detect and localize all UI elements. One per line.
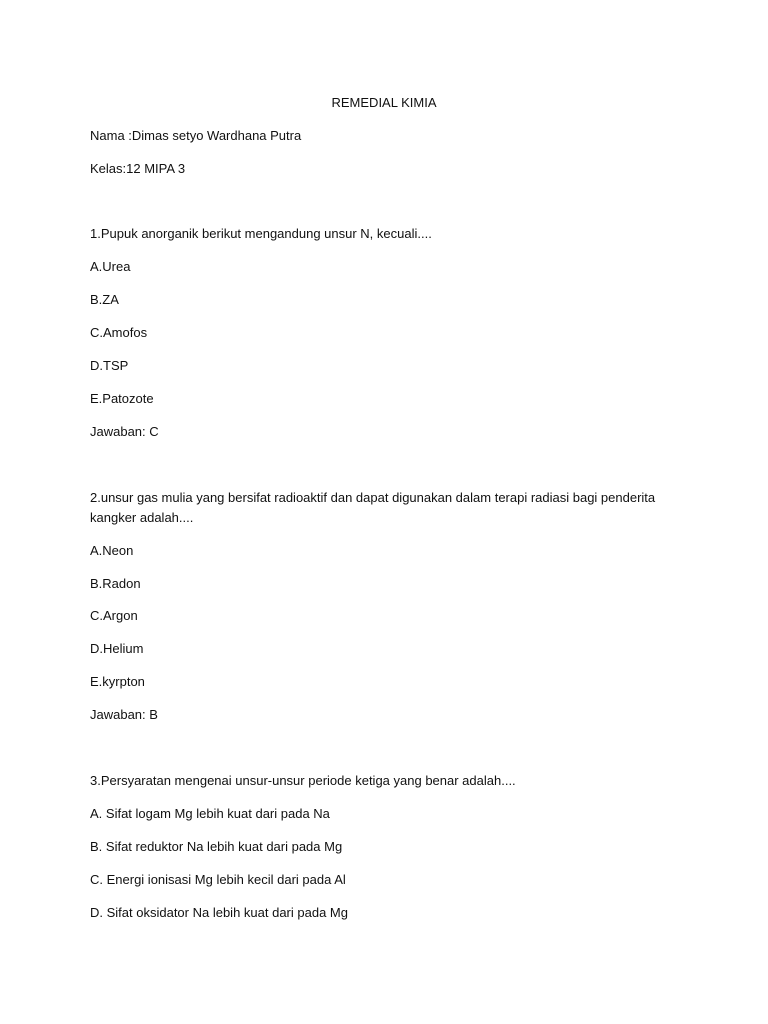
document-title: REMEDIAL KIMIA <box>331 95 437 110</box>
question-1-option-c: C.Amofos <box>90 325 148 340</box>
question-1-answer: Jawaban: C <box>90 424 159 439</box>
question-1-option-a: A.Urea <box>90 259 131 274</box>
question-1-option-b: B.ZA <box>90 292 119 307</box>
student-name: Nama :Dimas setyo Wardhana Putra <box>90 128 302 143</box>
question-3-text: 3.Persyaratan mengenai unsur-unsur periode ketiga yang benar adalah.... <box>90 773 516 788</box>
question-3-option-b: B. Sifat reduktor Na lebih kuat dari pada Mg <box>90 839 343 854</box>
question-1-option-d: D.TSP <box>90 358 129 373</box>
question-3-option-a: A. Sifat logam Mg lebih kuat dari pada Na <box>90 806 330 821</box>
question-2-option-c: C.Argon <box>90 608 138 623</box>
question-3-option-c: C. Energi ionisasi Mg lebih kecil dari pada Al <box>90 872 346 887</box>
question-3-option-d: D. Sifat oksidator Na lebih kuat dari pada Mg <box>90 905 348 920</box>
question-1-option-e: E.Patozote <box>90 391 154 406</box>
question-2-text-line-2: kangker adalah.... <box>90 510 194 525</box>
question-2-option-a: A.Neon <box>90 543 134 558</box>
question-2-option-e: E.kyrpton <box>90 674 145 689</box>
question-2-text-line-1: 2.unsur gas mulia yang bersifat radioaktif dan dapat digunakan dalam terapi radiasi bagi penderita <box>90 490 656 505</box>
question-2-answer: Jawaban: B <box>90 707 158 722</box>
student-class: Kelas:12 MIPA 3 <box>90 161 186 176</box>
question-2-option-b: B.Radon <box>90 576 141 591</box>
question-1-text: 1.Pupuk anorganik berikut mengandung unsur N, kecuali.... <box>90 226 432 241</box>
question-2-option-d: D.Helium <box>90 641 144 656</box>
